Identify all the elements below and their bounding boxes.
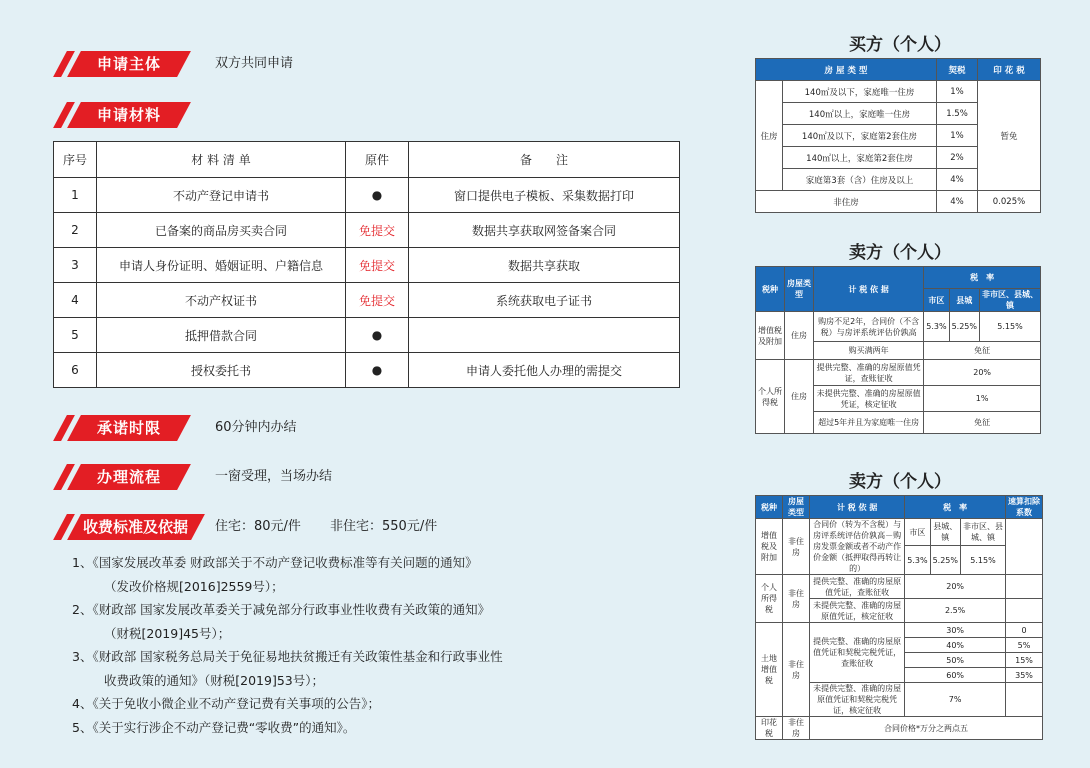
col-header-type: 房屋类型: [785, 267, 814, 312]
rate-town: 5.15%: [961, 546, 1006, 575]
deed-rate: 1%: [937, 125, 978, 147]
rate: 20%: [905, 575, 1006, 599]
rate: 20%: [924, 360, 1041, 386]
section-header-time: [60, 415, 210, 441]
table-row: [54, 283, 680, 318]
section-header-materials: [60, 102, 210, 128]
house-type: 非住房: [783, 623, 810, 717]
deed-rate: 1%: [937, 81, 978, 103]
house-type: 140㎡及以下，家庭第2套住房: [783, 125, 937, 147]
house-type: 非住房: [783, 717, 810, 740]
col-header-type: 房屋类型: [783, 496, 810, 519]
reference-item: 2、《财政部 国家发展改革委关于减免部分行政事业性收费有关政策的通知》: [72, 602, 491, 617]
row-no: 4: [54, 283, 97, 318]
tax-basis: 购房不足2年，合同价（不含税）与房评系统评估价孰高: [814, 312, 924, 342]
tax-land-vat: 土地增值税: [756, 623, 783, 717]
row-note: 窗口提供电子模板、采集数据打印: [409, 178, 680, 213]
tax-basis: 购买满两年: [814, 342, 924, 360]
row-no: 3: [54, 248, 97, 283]
tax-basis: 未提供完整、准确的房屋原值凭证和契税完税凭证，核定征收: [810, 683, 905, 717]
row-name: 授权委托书: [97, 353, 346, 388]
deed-rate: 4%: [937, 191, 978, 213]
col-header-county: 县城、镇: [930, 519, 960, 546]
deduct: 0: [1006, 623, 1043, 638]
rate: 1%: [924, 386, 1041, 412]
row-original: 免提交: [346, 248, 409, 283]
rate-city: 5.3%: [924, 312, 949, 342]
row-original: 免提交: [346, 283, 409, 318]
tax-vat: 增值税及附加: [756, 519, 783, 575]
col-header-no: 序号: [54, 142, 97, 178]
col-header-deduct: 速算扣除系数: [1006, 496, 1043, 519]
col-header-basis: 计 税 依 据: [814, 267, 924, 312]
row-note: 系统获取电子证书: [409, 283, 680, 318]
group-residential: 住房: [756, 81, 783, 191]
row-no: 6: [54, 353, 97, 388]
deduct: 35%: [1006, 668, 1043, 683]
materials-table: [53, 141, 680, 388]
buyer-title: 买方（个人）: [849, 35, 951, 55]
row-note: 数据共享获取网签备案合同: [409, 213, 680, 248]
table-row: [54, 318, 680, 353]
house-type: 非住房: [756, 191, 937, 213]
col-header-deed: 契税: [937, 59, 978, 81]
rate-county: 5.25%: [930, 546, 960, 575]
deed-rate: 2%: [937, 147, 978, 169]
rate-city: 5.3%: [905, 546, 930, 575]
fees-residential: 住宅：80元/件: [215, 519, 301, 534]
seller1-title: 卖方（个人）: [849, 243, 951, 263]
reference-item: 5、《关于实行涉企不动产登记费“零收费”的通知》。: [72, 719, 356, 735]
buyer-tax-table: [755, 58, 1041, 213]
reference-item: 4、《关于免收小微企业不动产登记费有关事项的公告》；: [72, 696, 380, 711]
row-no: 1: [54, 178, 97, 213]
rate-town: 5.15%: [980, 312, 1041, 342]
time-text: 60分钟内办结: [215, 420, 297, 435]
seller-nonhousing-tax-table: [755, 495, 1043, 740]
row-original: ●: [346, 353, 409, 388]
section-title: 申请主体: [96, 55, 161, 73]
tax-iit: 个人所得税: [756, 360, 785, 434]
row-name: 不动产登记申请书: [97, 178, 346, 213]
table-row: [54, 353, 680, 388]
row-note: [409, 318, 680, 353]
seller2-title: 卖方（个人）: [849, 472, 951, 492]
row-note: 申请人委托他人办理的需提交: [409, 353, 680, 388]
col-header-tax: 税种: [756, 496, 783, 519]
house-type: 非住房: [783, 575, 810, 623]
tax-basis: 未提供完整、准确的房屋原值凭证，核定征收: [814, 386, 924, 412]
table-row: [54, 248, 680, 283]
tax-basis: 提供完整、准确的房屋原值凭证，查账征收: [810, 575, 905, 599]
row-original: 免提交: [346, 213, 409, 248]
col-header-town: 非市区、县城、镇: [961, 519, 1006, 546]
deed-rate: 4%: [937, 169, 978, 191]
deduct: 15%: [1006, 653, 1043, 668]
tax-stamp: 印花税: [756, 717, 783, 740]
reference-item: 3、《财政部 国家税务总局关于免征易地扶贫搬迁有关政策性基金和行政事业性: [72, 649, 503, 664]
col-header-city: 市区: [905, 519, 930, 546]
rate: 免征: [924, 342, 1041, 360]
process-text: 一窗受理，当场办结: [215, 469, 333, 484]
reference-item: （财税[2019]45号）；: [104, 625, 231, 641]
tax-basis: 合同价（转为不含税）与房评系统评估价孰高－购房发票金额或者不动产作价金额（抵押取得再转让的）: [810, 519, 905, 575]
house-type: 140㎡以上，家庭第2套住房: [783, 147, 937, 169]
table-row: [54, 178, 680, 213]
rate: 7%: [905, 683, 1006, 717]
house-type: 140㎡以上，家庭唯一住房: [783, 103, 937, 125]
section-title: 收费标准及依据: [83, 518, 189, 536]
references-list: [72, 551, 503, 739]
subject-text: 双方共同申请: [215, 56, 294, 71]
tax-basis: 合同价格*万分之两点五: [810, 717, 1043, 740]
reference-item: 1、《国家发展改革委 财政部关于不动产登记收费标准等有关问题的通知》: [72, 555, 478, 570]
col-header-county: 县城: [949, 289, 979, 312]
col-header-type: 房 屋 类 型: [756, 59, 937, 81]
col-header-city: 市区: [924, 289, 949, 312]
stamp-rate: 0.025%: [978, 191, 1041, 213]
row-name: 不动产权证书: [97, 283, 346, 318]
section-header-subject: [60, 51, 210, 77]
row-note: 数据共享获取: [409, 248, 680, 283]
tax-basis: 未提供完整、准确的房屋原值凭证，核定征收: [810, 599, 905, 623]
house-type: 140㎡及以下，家庭唯一住房: [783, 81, 937, 103]
col-header-tax: 税种: [756, 267, 785, 312]
col-header-name: 材 料 清 单: [97, 142, 346, 178]
col-header-original: 原件: [346, 142, 409, 178]
section-header-process: [60, 464, 210, 490]
col-header-basis: 计 税 依 据: [810, 496, 905, 519]
seller-housing-tax-table: [755, 266, 1041, 434]
rate-county: 5.25%: [949, 312, 979, 342]
tax-basis: 提供完整、准确的房屋原值凭证，查账征收: [814, 360, 924, 386]
col-header-stamp: 印 花 税: [978, 59, 1041, 81]
reference-item: （发改价格规[2016]2559号）；: [104, 578, 284, 594]
rate: 50%: [905, 653, 1006, 668]
rate: 40%: [905, 638, 1006, 653]
stamp-rate: 暂免: [978, 81, 1041, 191]
reference-item: 收费政策的通知》（财税[2019]53号）；: [104, 672, 324, 688]
col-header-rate: 税 率: [905, 496, 1006, 519]
tax-basis: 超过5年并且为家庭唯一住房: [814, 412, 924, 434]
rate: 免征: [924, 412, 1041, 434]
tax-vat: 增值税及附加: [756, 312, 785, 360]
row-name: 已备案的商品房买卖合同: [97, 213, 346, 248]
row-original: ●: [346, 318, 409, 353]
fees-nonresidential: 非住宅：550元/件: [330, 519, 438, 534]
rate: 60%: [905, 668, 1006, 683]
house-type: 住房: [785, 360, 814, 434]
tax-iit: 个人所得税: [756, 575, 783, 623]
row-original: ●: [346, 178, 409, 213]
table-row: [54, 213, 680, 248]
col-header-note: 备 注: [409, 142, 680, 178]
rate: 2.5%: [905, 599, 1006, 623]
row-no: 5: [54, 318, 97, 353]
section-title: 办理流程: [96, 468, 161, 486]
deed-rate: 1.5%: [937, 103, 978, 125]
row-name: 抵押借款合同: [97, 318, 346, 353]
section-title: 申请材料: [96, 106, 161, 124]
rate: 30%: [905, 623, 1006, 638]
section-header-fees: [60, 514, 210, 540]
house-type: 住房: [785, 312, 814, 360]
deduct: 5%: [1006, 638, 1043, 653]
col-header-rate: 税 率: [924, 267, 1041, 289]
row-name: 申请人身份证明、婚姻证明、户籍信息: [97, 248, 346, 283]
section-title: 承诺时限: [96, 419, 161, 437]
house-type: 家庭第3套（含）住房及以上: [783, 169, 937, 191]
row-no: 2: [54, 213, 97, 248]
house-type: 非住房: [783, 519, 810, 575]
tax-basis: 提供完整、准确的房屋原值凭证和契税完税凭证，查账征收: [810, 623, 905, 683]
col-header-town: 非市区、县城、镇: [980, 289, 1041, 312]
